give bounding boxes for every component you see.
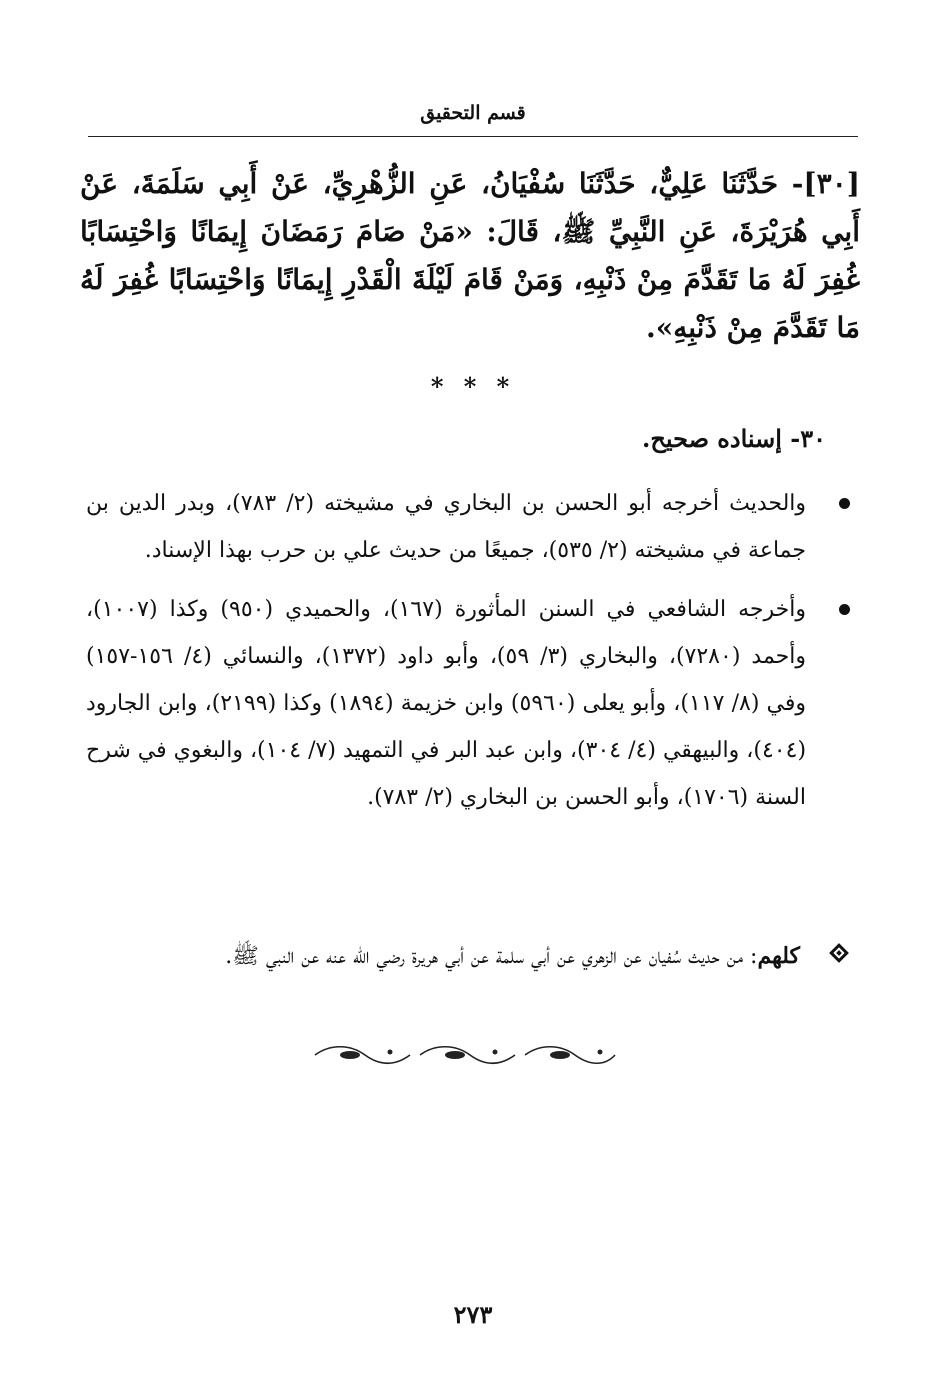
header-rule <box>88 136 858 137</box>
list-item <box>86 586 806 821</box>
page-number: ٢٧٣ <box>453 1300 493 1329</box>
bullet-icon <box>839 604 850 615</box>
kalam-text: : من حديث سُفيان عن الزهري عن أبي سلمة عن أبي هريرة رضي الله عنه عن النبي ﷺ. <box>225 944 758 969</box>
kalam-label: كلهم <box>757 943 800 969</box>
bullet-icon <box>839 498 850 509</box>
kalam-note <box>80 930 800 983</box>
section-separator: * * * <box>430 372 516 401</box>
hadith-text: [٣٠]- حَدَّثَنَا عَلِيٌّ، حَدَّثَنَا سُفْيَانُ، عَنِ الزُّهْرِيِّ، عَنْ أَبِي سَلَمَةَ، عَنْ أَبِي هُرَيْرَةَ، عَنِ النَّبِيِّ ﷺ، قَالَ: «مَنْ صَامَ رَمَضَانَ إِيمَانًا وَاحْتِسَابًا غُفِرَ لَهُ مَا تَقَدَّمَ مِنْ ذَنْبِهِ، وَمَنْ قَامَ لَيْلَةَ الْقَدْرِ إِيمَانًا وَاحْتِسَابًا غُفِرَ لَهُ مَا تَقَدَّمَ مِنْ ذَنْبِهِ». <box>80 167 860 344</box>
bullet-text: والحديث أخرجه أبو الحسن بن البخاري في مشيخته (٢/ ٧٨٣)، وبدر الدين بن جماعة في مشيخته (٢/ ٥٣٥)، جميعًا من حديث علي بن حرب بهذا الإسناد. <box>86 491 807 563</box>
takhrij-list <box>86 480 806 833</box>
ornament-divider-icon <box>310 1040 620 1070</box>
list-item <box>86 480 806 574</box>
running-head: قسم التحقيق <box>420 102 526 124</box>
bullet-text: وأخرجه الشافعي في السنن المأثورة (١٦٧)، والحميدي (٩٥٠) وكذا (١٠٠٧)، وأحمد (٧٢٨٠)، والبخاري (٣/ ٥٩)، وأبو داود (١٣٧٢)، والنسائي (٤/ ١٥٦-١٥٧) وفي (٨/ ١١٧)، وأبو يعلى (٥٩٦٠) وابن خزيمة (١٨٩٤) وكذا (٢١٩٩)، وابن الجارود (٤٠٤)، والبيهقي (٤/ ٣٠٤)، وابن عبد البر في التمهيد (٧/ ١٠٤)، والبغوي في شرح السنة (١٧٠٦)، وأبو الحسن بن البخاري (٢/ ٧٨٣). <box>86 597 807 810</box>
diamond-icon <box>829 943 849 963</box>
verdict-line: ٣٠- إسناده صحيح. <box>641 424 826 453</box>
